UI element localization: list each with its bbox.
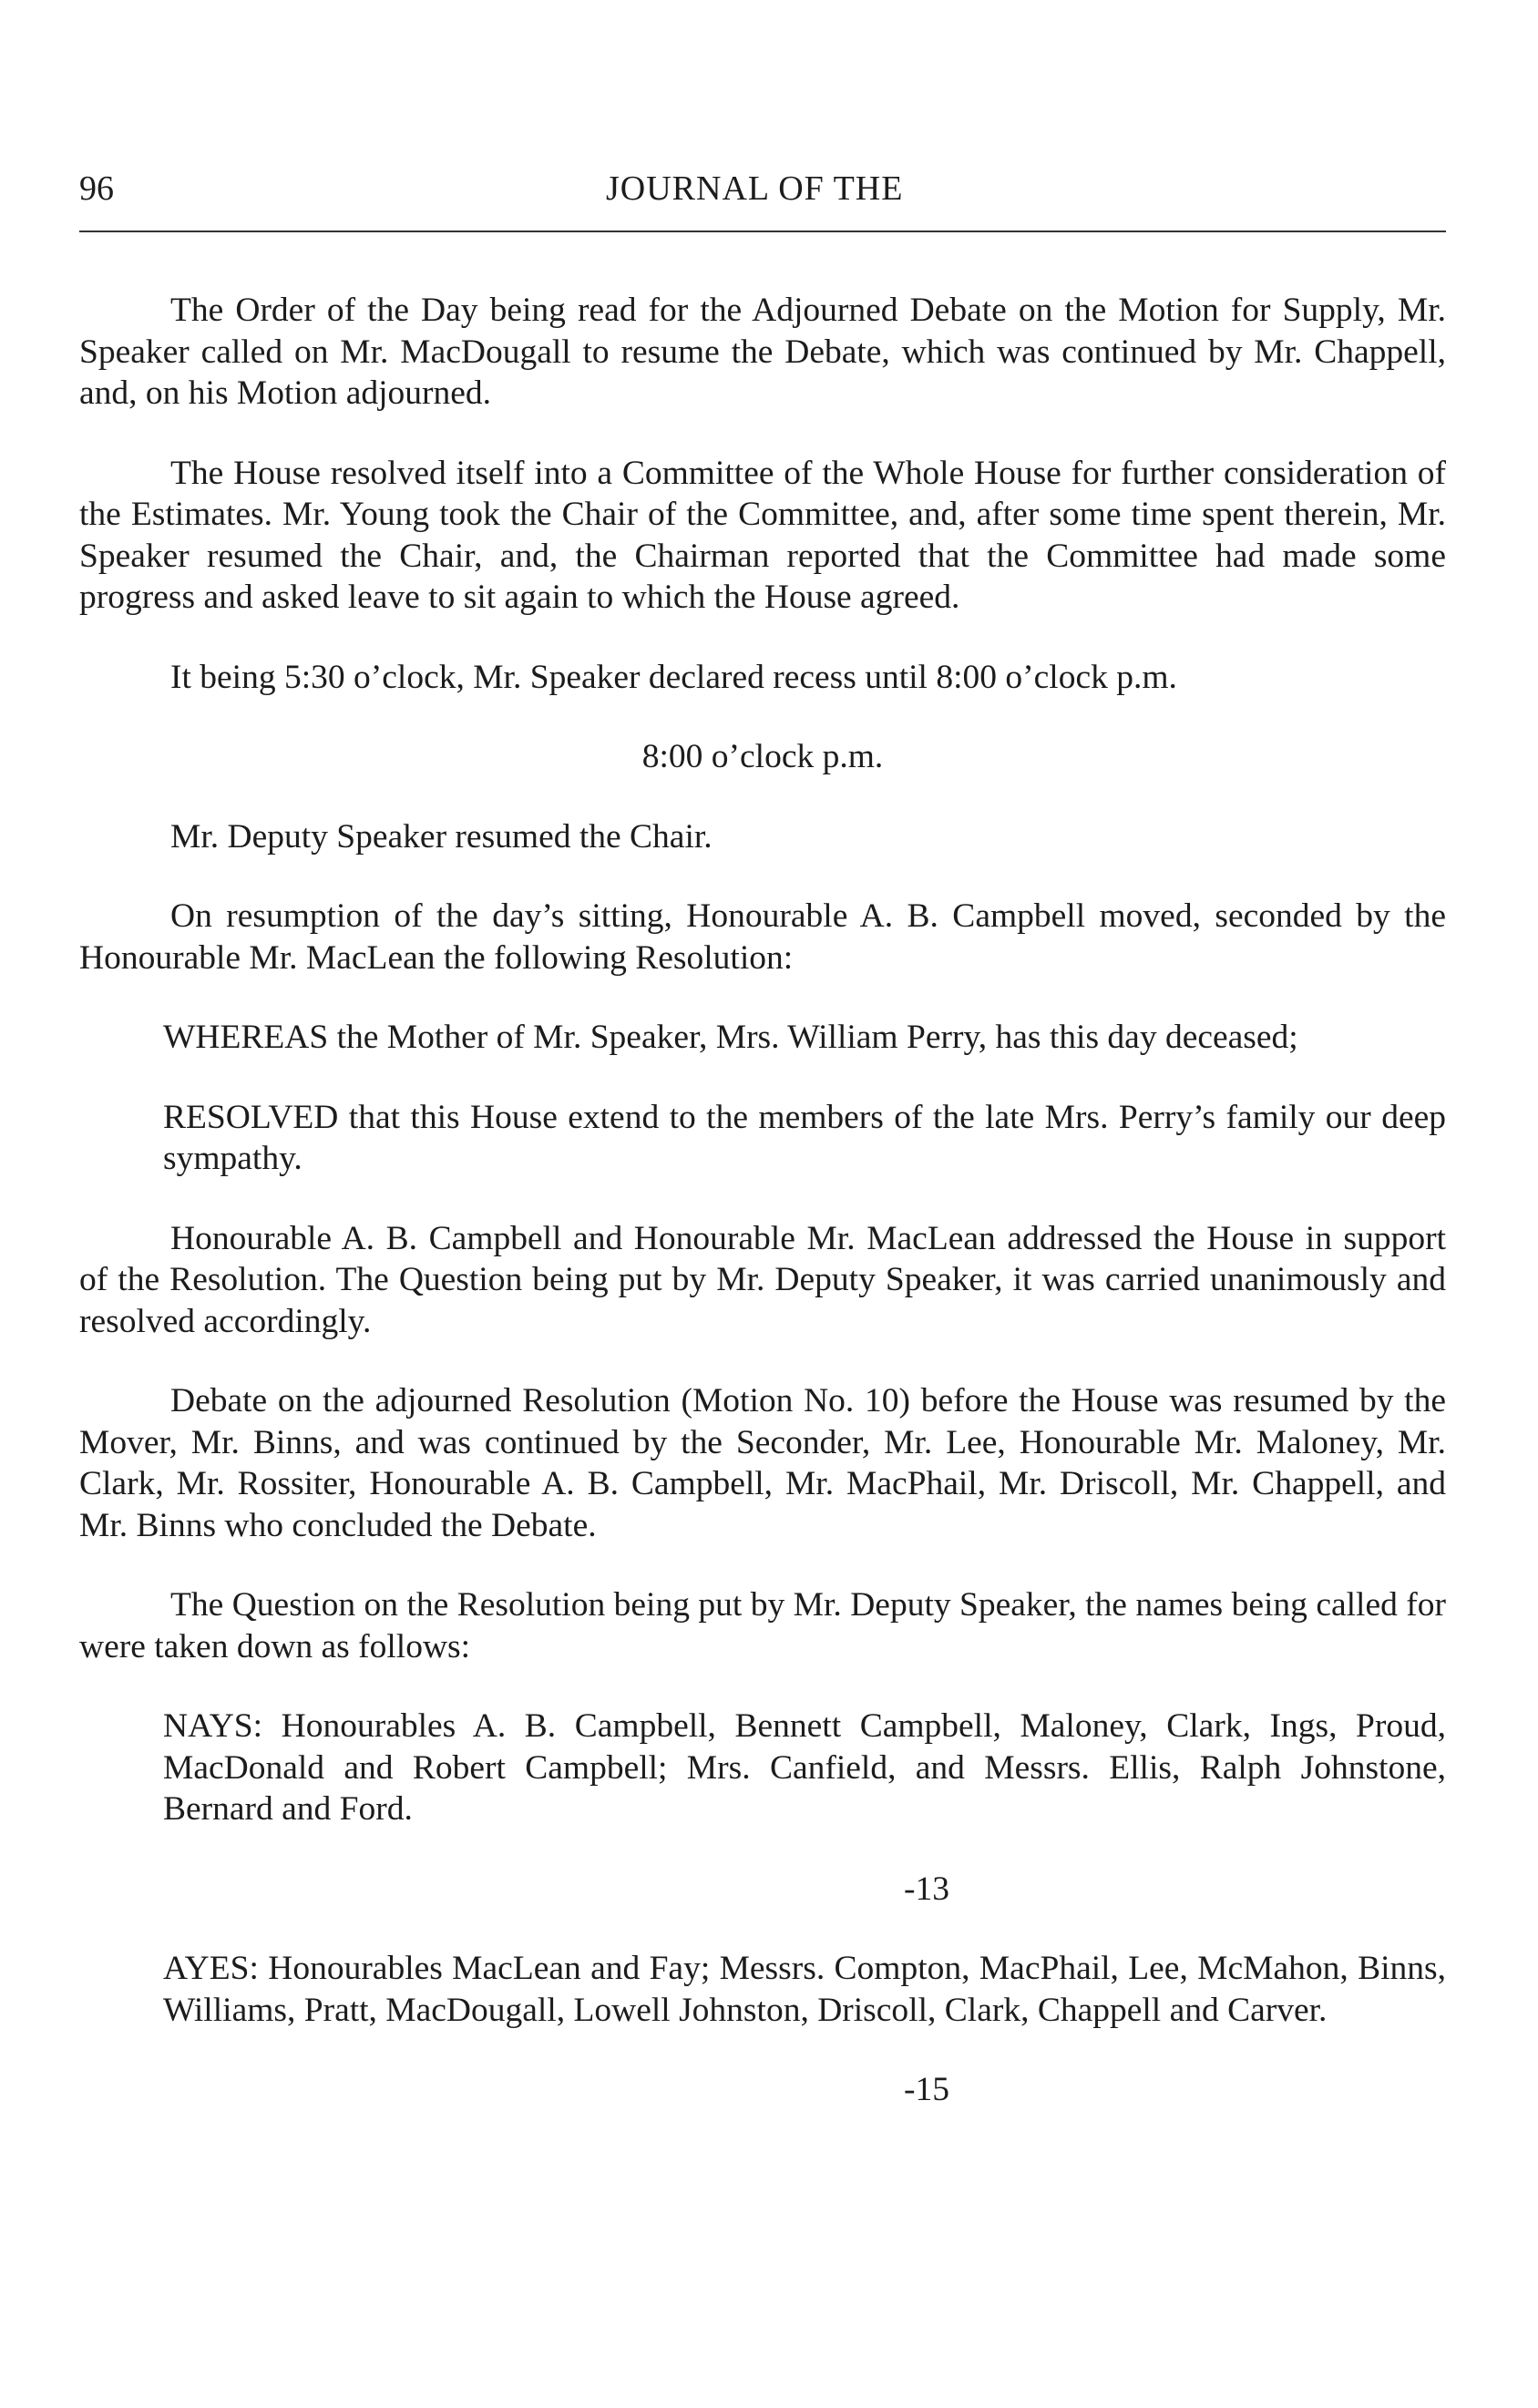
evening-sitting-time: 8:00 o’clock p.m.: [641, 738, 884, 775]
page-header: [79, 166, 1446, 211]
paragraph-question-put: The Question on the Resolution being put by Mr. Deputy Speaker, the names being called for were taken down as follows:: [79, 1586, 1446, 1665]
nays-list: NAYS: Honourables A. B. Campbell, Bennett Campbell, Maloney, Clark, Ings, Proud, MacDonald and Robert Campbell; Mrs. Canfield, and Messrs. Ellis, Ralph Johnstone, Bernard and Ford.: [163, 1707, 1446, 1828]
journal-body: [79, 290, 1446, 2149]
paragraph-deputy-speaker: Mr. Deputy Speaker resumed the Chair.: [170, 817, 713, 856]
header-rule: [79, 231, 1446, 232]
ayes-list: AYES: Honourables MacLean and Fay; Messrs. Compton, MacPhail, Lee, McMahon, Binns, Williams, Pratt, MacDougall, Lowell Johnston, Driscoll, Clark, Chappell and Carver.: [163, 1950, 1446, 2029]
paragraph-resolution-carried: Honourable A. B. Campbell and Honourable Mr. MacLean addressed the House in support of the Resolution. The Question being put by Mr. Deputy Speaker, it was carried unanimously and resolved accordingly.: [79, 1219, 1446, 1340]
page-number: 96: [79, 169, 114, 208]
paragraph-order-of-day: The Order of the Day being read for the Adjourned Debate on the Motion for Supply, Mr. Speaker called on Mr. MacDougall to resume the Debate, which was continued by Mr. Chappell, and, on his Motion adjourned.: [79, 292, 1446, 412]
nays-count: -13: [904, 1870, 949, 1908]
paragraph-debate-resumed: Debate on the adjourned Resolution (Motion No. 10) before the House was resumed by the Mover, Mr. Binns, and was continued by the Seconder, Mr. Lee, Honourable Mr. Maloney, Mr. Clark, Mr. Rossiter, Honourable A. B. Campbell, Mr. MacPhail, Mr. Driscoll, Mr. Chappell, and Mr. Binns who concluded the Debate.: [79, 1382, 1446, 1544]
paragraph-resolution-moved: On resumption of the day’s sitting, Honourable A. B. Campbell moved, seconded by the Honourable Mr. MacLean the following Resolution:: [79, 897, 1446, 977]
ayes-count: -15: [904, 2071, 949, 2108]
paragraph-recess: It being 5:30 o’clock, Mr. Speaker declared recess until 8:00 o’clock p.m.: [170, 658, 1177, 696]
resolution-whereas: WHEREAS the Mother of Mr. Speaker, Mrs. William Perry, has this day deceased;: [163, 1019, 1298, 1056]
paragraph-committee-of-whole: The House resolved itself into a Committee of the Whole House for further consideration of the Estimates. Mr. Young took the Chair of the Committee, and, after some time spent therein, Mr. Speaker resumed the Chair, and, the Chairman reported that the Committee had made some progress and asked leave to sit again to which the House agreed.: [79, 454, 1446, 616]
resolution-resolved: RESOLVED that this House extend to the members of the late Mrs. Perry’s family our deep sympathy.: [163, 1098, 1446, 1177]
running-title: JOURNAL OF THE: [606, 169, 904, 208]
